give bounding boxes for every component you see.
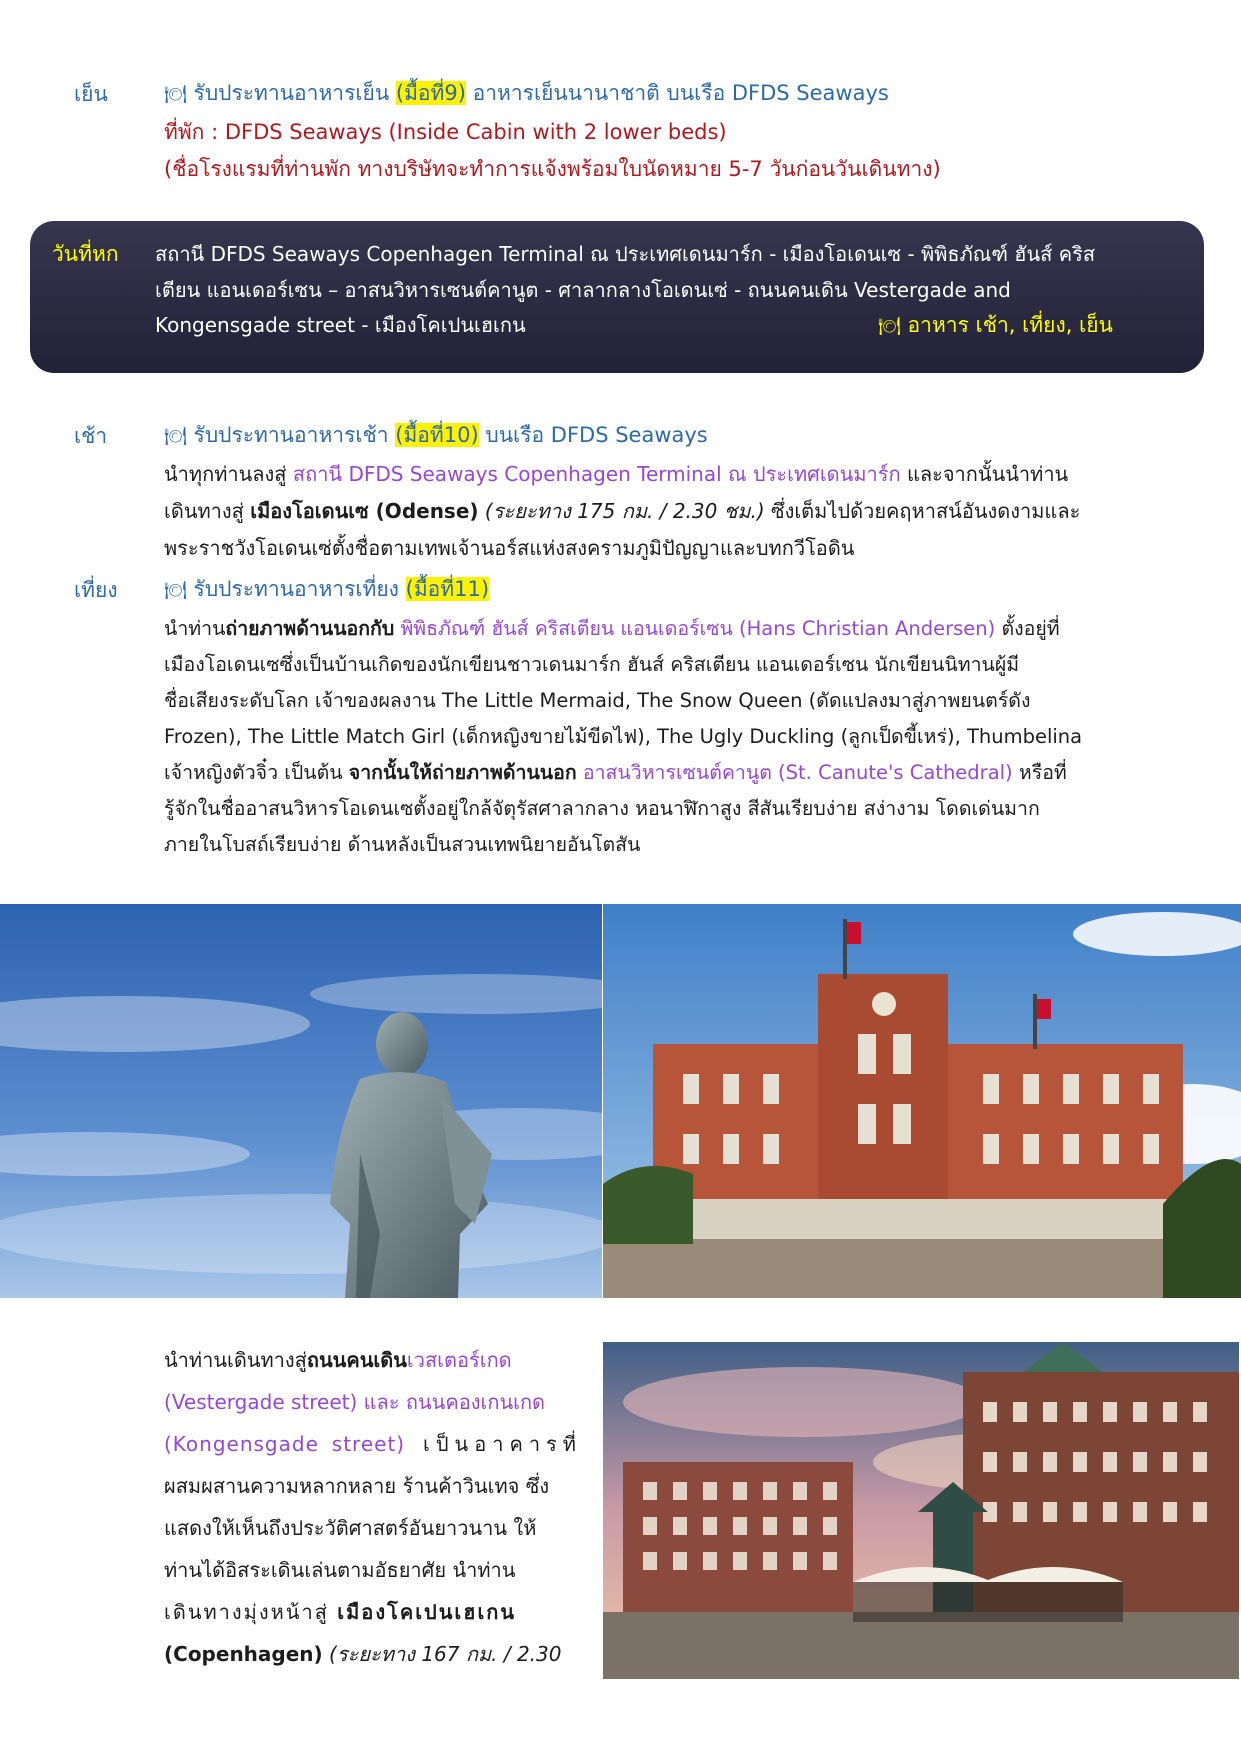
walk-line-1	[164, 1345, 582, 1375]
odense-city: เมืองโอเดนเซ (Odense)	[250, 499, 479, 523]
cathedral-link-text: อาสนวิหารเซนต์คานูต (St. Canute's Cathedral)	[576, 761, 1013, 784]
lunch-paragraph-line-5	[164, 758, 1067, 788]
hotel-line: ที่พัก : DFDS Seaways (Inside Cabin with 2 lower beds)	[164, 120, 727, 144]
dinner-meal-line	[164, 78, 889, 110]
breakfast-meal-line	[164, 420, 708, 452]
plate-icon: 🍽	[164, 580, 187, 601]
kongensgade-text: (Kongensgade street)	[164, 1432, 406, 1456]
lunch-paragraph-line-2: เมืองโอเดนเซซึ่งเป็นบ้านเกิดของนักเขียนชาวเดนมาร์ก ฮันส์ คริสเตียน แอนเดอร์เซน นักเขียนนิทานผู้มี	[164, 653, 1020, 676]
lunch-paragraph-line-6: รู้จักในชื่ออาสนวิหารโอเดนเซตั้งอยู่ใกล้จัตุรัสศาลากลาง หอนาฬิกาสูง สีสันเรียบง่าย สง่างาม โดดเด่นมาก	[164, 797, 1040, 820]
breakfast-paragraph-line-1	[164, 459, 1068, 489]
text: เดินทางสู่	[164, 499, 251, 523]
breakfast-paragraph-line-3: พระราชวังโอเดนเซ่ตั้งชื่อตามเทพเจ้านอร์สแห่งสงครามภูมิปัญญาและบทกวีโอดิน	[164, 536, 855, 560]
day-route-line-3: Kongensgade street - เมืองโคเปนเฮเกน	[155, 313, 526, 337]
lunch-meal-line	[164, 574, 489, 606]
text: ซึ่งเต็มไปด้วยคฤหาสน์อันงดงามและ	[764, 499, 1081, 523]
breakfast-meal-text: รับประทานอาหารเช้า	[193, 423, 389, 447]
copenhagen-distance: (ระยะทาง 167 กม. / 2.30	[322, 1642, 562, 1666]
text: เป็นอาคารที่	[405, 1432, 582, 1456]
copenhagen-bold: เมืองโคเปนเฮเกน	[337, 1600, 517, 1624]
text: นำทุกท่านลงสู่	[164, 462, 293, 486]
text: นำท่านเดินทางสู่	[164, 1348, 307, 1372]
walk-line-3	[164, 1429, 582, 1459]
lunch-paragraph-line-4: Frozen), The Little Match Girl (เด็กหญิงขายไม้ขีดไฟ), The Ugly Duckling (ลูกเป็ดขี้เหร่), Thumbelina	[164, 725, 1083, 748]
day-route-line-1: สถานี DFDS Seaways Copenhagen Terminal ณ ประเทศเดนมาร์ก - เมืองโอเดนเซ - พิพิธภัณฑ์ ฮันส์ คริส	[155, 242, 1096, 266]
odense-city-hall-photo	[603, 904, 1241, 1298]
copenhagen-en-bold: (Copenhagen)	[164, 1642, 323, 1666]
text: และจากนั้นนำท่าน	[900, 462, 1069, 486]
breakfast-meal-number: (มื้อที่10)	[395, 423, 479, 447]
day-meals-text: อาหาร เช้า, เที่ยง, เย็น	[907, 313, 1113, 337]
walk-line-7	[164, 1597, 516, 1627]
dinner-meal-desc: อาหารเย็นนานาชาติ บนเรือ DFDS Seaways	[472, 81, 889, 105]
bold-text: ถนนคนเดิน	[306, 1348, 407, 1372]
breakfast-label: เช้า	[74, 424, 108, 448]
text: เจ้าหญิงตัวจิ๋ว เป็นต้น	[164, 761, 349, 784]
vestergade-text: เวสเตอร์เกด	[406, 1348, 512, 1372]
walk-line-5: แสดงให้เห็นถึงประวัติศาสตร์อันยาวนาน ให้	[164, 1516, 537, 1540]
plate-icon: 🍽	[878, 316, 901, 337]
walk-line-8	[164, 1639, 561, 1669]
dinner-meal-text: รับประทานอาหารเย็น	[193, 81, 390, 105]
bold-text: จากนั้นให้ถ่ายภาพด้านนอก	[348, 761, 577, 784]
plate-icon: 🍽	[164, 426, 187, 447]
walk-line-4: ผสมผสานความหลากหลาย ร้านค้าวินเทจ ซึ่ง	[164, 1474, 550, 1498]
lunch-meal-text: รับประทานอาหารเที่ยง	[193, 577, 399, 601]
day-banner	[30, 221, 1204, 373]
hotel-note: (ชื่อโรงแรมที่ท่านพัก ทางบริษัทจะทำการแจ้งพร้อมใบนัดหมาย 5-7 วันก่อนวันเดินทาง)	[164, 157, 941, 181]
dinner-label: เย็น	[74, 82, 108, 106]
day-meals	[878, 310, 1113, 342]
breakfast-meal-desc: บนเรือ DFDS Seaways	[485, 423, 708, 447]
text: หรือที่	[1012, 761, 1067, 784]
museum-link-text: พิพิธภัณฑ์ ฮันส์ คริสเตียน แอนเดอร์เซน (Hans Christian Andersen)	[394, 617, 996, 640]
text: ตั้งอยู่ที่	[995, 617, 1060, 640]
lunch-label: เที่ยง	[74, 578, 118, 602]
lunch-meal-number: (มื้อที่11)	[405, 577, 490, 601]
walk-line-6: ท่านได้อิสระเดินเล่นตามอัธยาศัย นำท่าน	[164, 1558, 516, 1582]
terminal-link-text: สถานี DFDS Seaways Copenhagen Terminal ณ ประเทศเดนมาร์ก	[292, 462, 901, 486]
dinner-meal-number: (มื้อที่9)	[395, 81, 466, 105]
copenhagen-square-photo	[603, 1342, 1239, 1679]
plate-icon: 🍽	[164, 84, 187, 105]
text: นำท่าน	[164, 617, 226, 640]
text: เดินทางมุ่งหน้าสู่	[164, 1600, 338, 1624]
odense-distance: (ระยะทาง 175 กม. / 2.30 ชม.)	[478, 499, 765, 523]
lunch-paragraph-line-1	[164, 614, 1060, 644]
lunch-paragraph-line-3: ชื่อเสียงระดับโลก เจ้าของผลงาน The Little Mermaid, The Snow Queen (ดัดแปลงมาสู่ภาพยนตร์ดัง	[164, 689, 1031, 712]
andersen-statue-photo	[0, 904, 602, 1298]
lunch-paragraph-line-7: ภายในโบสถ์เรียบง่าย ด้านหลังเป็นสวนเทพนิยายอันโตสัน	[164, 833, 641, 856]
bold-text: ถ่ายภาพด้านนอกกับ	[225, 617, 395, 640]
day-route-line-2: เตียน แอนเดอร์เซน – อาสนวิหารเซนต์คานูต - ศาลากลางโอเดนเซ่ - ถนนคนเดิน Vestergade and	[155, 278, 1011, 302]
day-label: วันที่หก	[52, 242, 119, 266]
walk-line-2: (Vestergade street) และ ถนนคองเกนเกด	[164, 1390, 546, 1414]
breakfast-paragraph-line-2	[164, 496, 1080, 526]
